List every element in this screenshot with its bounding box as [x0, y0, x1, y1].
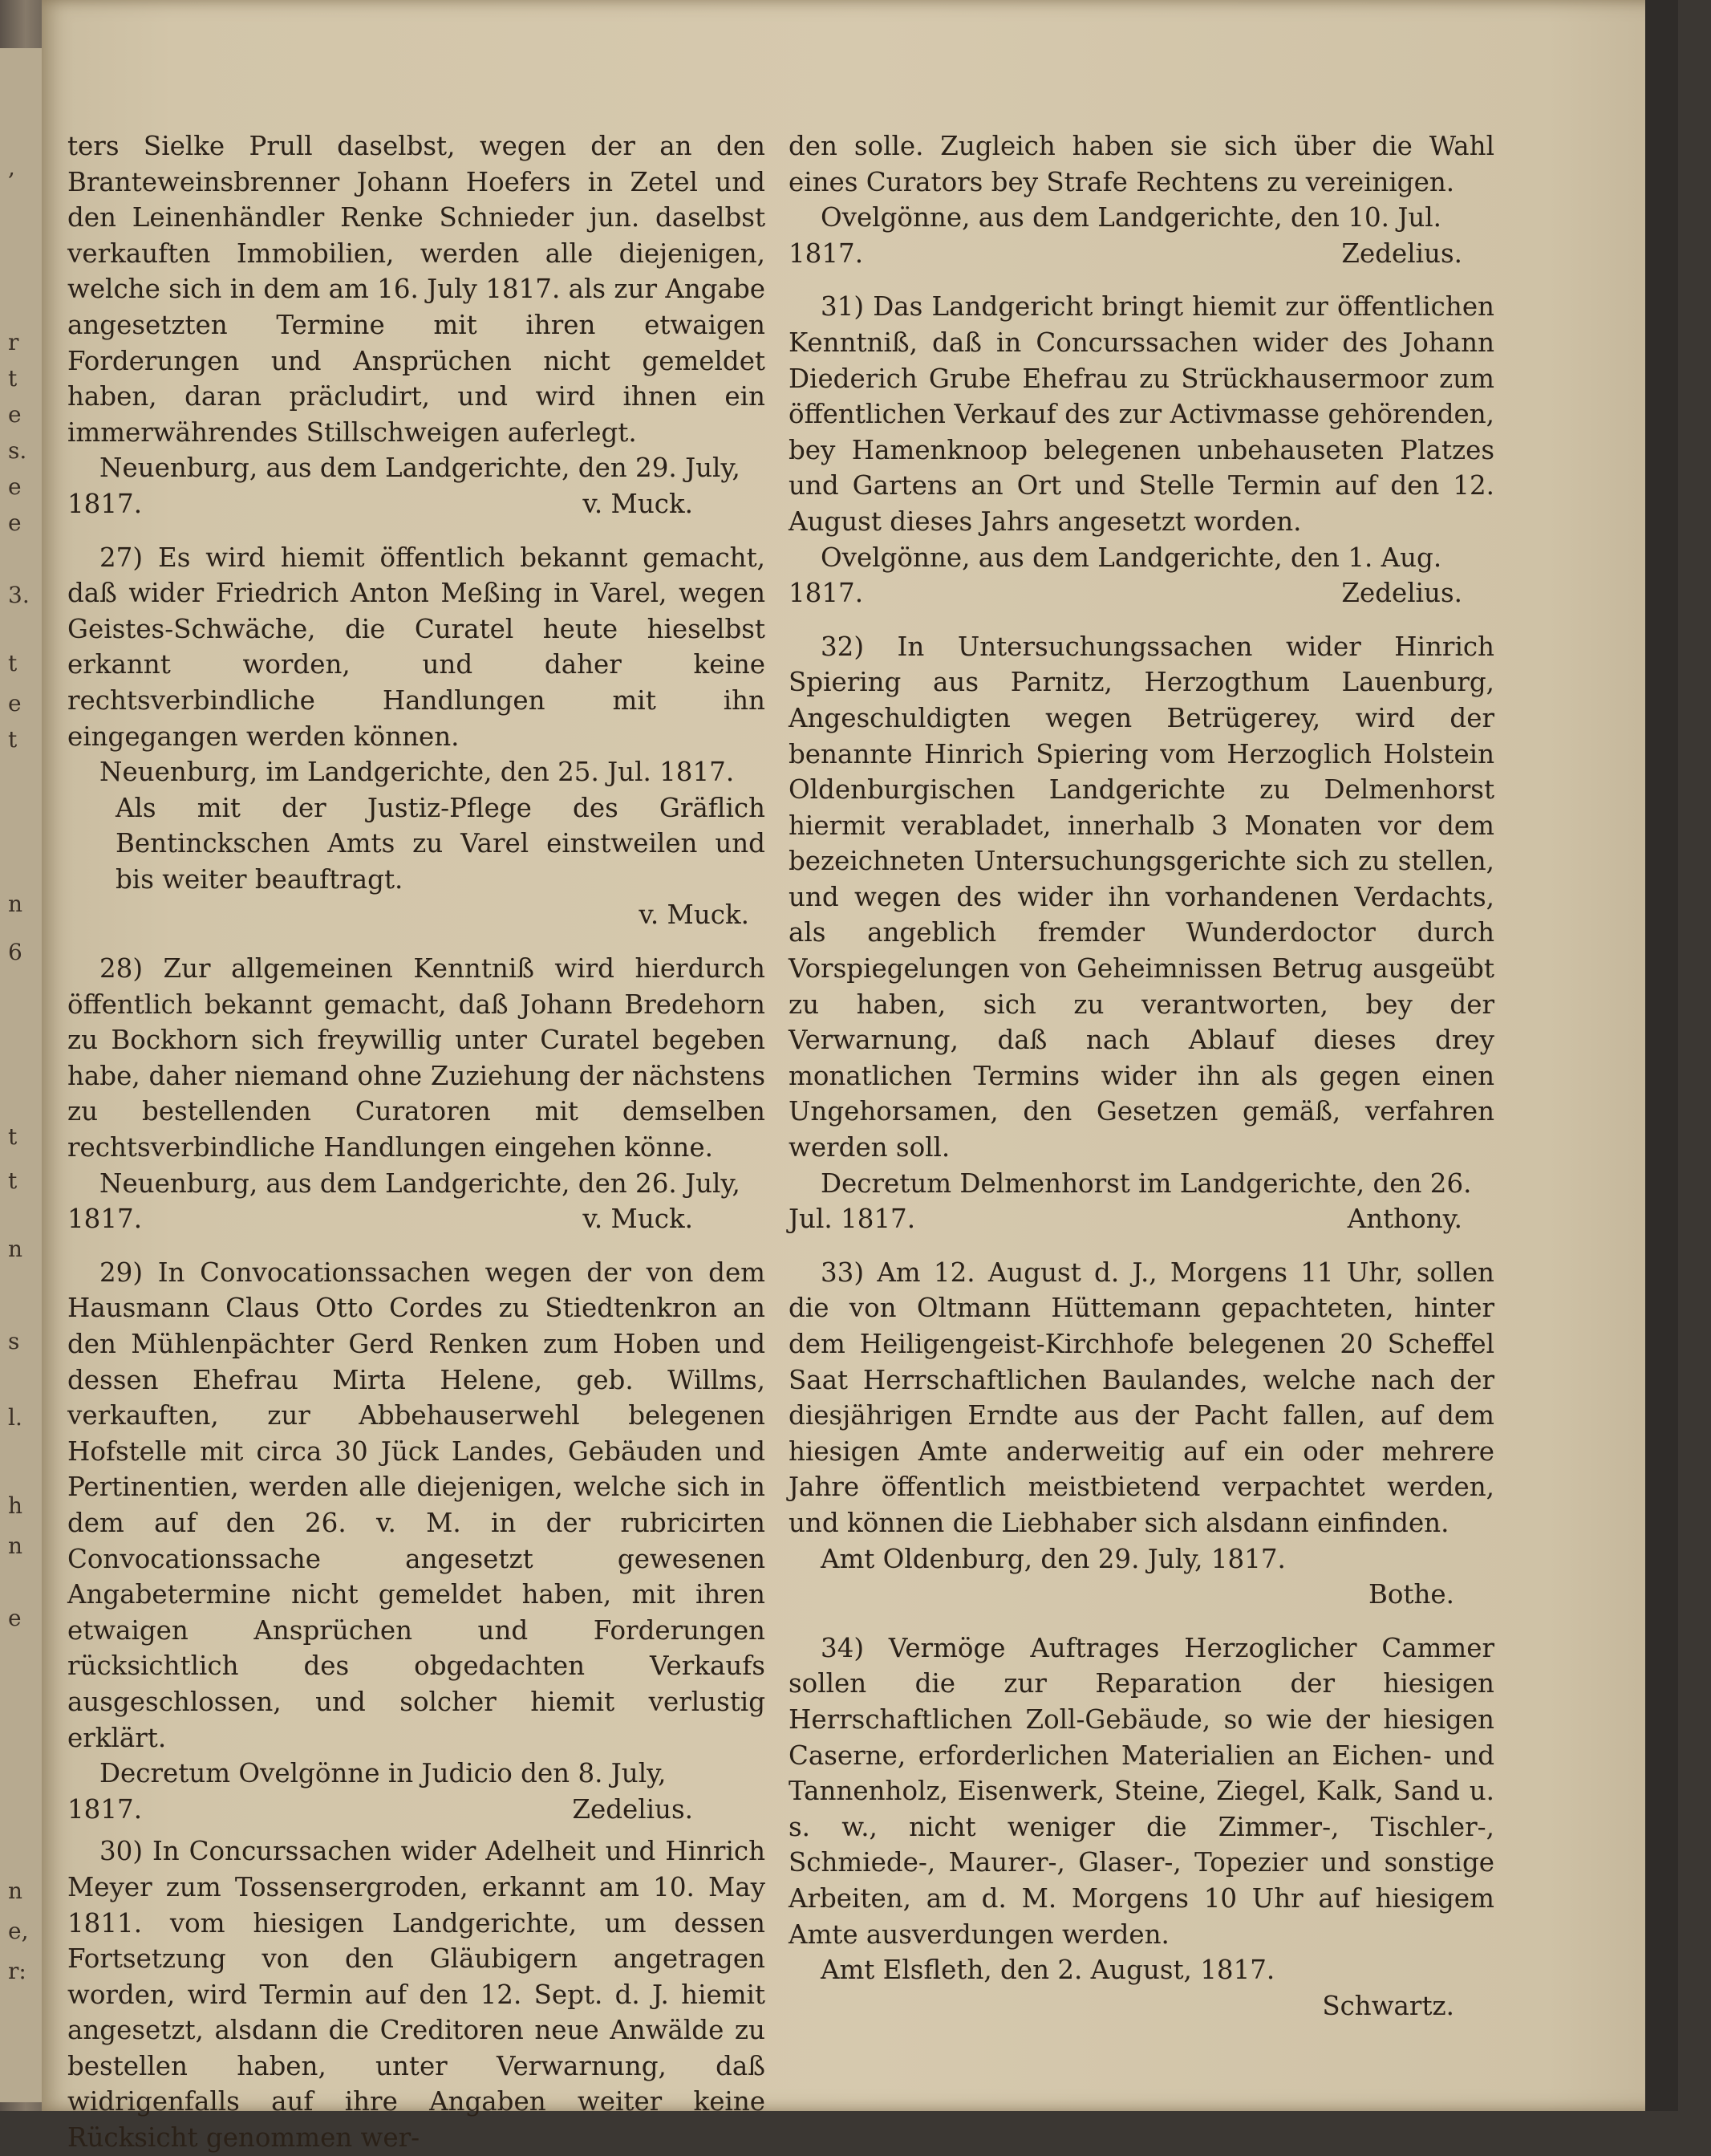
page-edge-shadow [1645, 0, 1678, 2111]
notice-26-signature-line [67, 486, 765, 522]
notice-29: 29) In Convocationssachen wegen der von dem Hausmann Claus Otto Cordes zu Stiedtenkron an den Mühlenpächter Gerd Renken zum Hoben und dessen Ehefrau Mirta Helene, geb. Willms, verkauften, zur Abbehauserwehl belegenen Hofstelle mit circa 30 Jück Landes, Gebäuden und Pertinentien, werden alle diejenigen, welche sich in dem auf den 26. v. M. in der rubricirten Convocationssache angesetzt gewesenen Angabetermine nicht gemeldet haben, mit ihren etwaigen Ansprüchen und Forderungen rücksichtlich des obgedachten Verkaufs ausgeschlossen, und solcher hiemit verlustig erklärt. [67, 1257, 765, 1753]
prev-page-fragment: n [8, 1236, 23, 1262]
notice-32-signature: Anthony. [1347, 1204, 1462, 1235]
notice-30-place: Ovelgönne, aus dem Landgerichte, den 10. Jul. [821, 202, 1442, 233]
prev-page-fragment: n [8, 1533, 23, 1559]
notice-28-signature: v. Muck. [582, 1204, 693, 1235]
notice-33-place: Amt Oldenburg, den 29. July, 1817. [821, 1543, 1286, 1574]
prev-page-fragment: n [8, 1878, 23, 1904]
notice-31-place: Ovelgönne, aus dem Landgerichte, den 1. Aug. [821, 542, 1442, 573]
prev-page-fragment: e [8, 401, 22, 428]
notice-30-year: 1817. [789, 238, 864, 269]
previous-page-edge [0, 48, 42, 2102]
notice-28-place: Neuenburg, aus dem Landgerichte, den 26. July, [99, 1167, 740, 1199]
notice-31-year: 1817. [789, 578, 864, 609]
prev-page-fragment: e [8, 1605, 22, 1631]
notice-30-signature-line [789, 236, 1494, 272]
prev-page-fragment: e [8, 690, 22, 717]
notice-28-signature-line [67, 1201, 765, 1237]
notice-26-year: 1817. [67, 488, 143, 519]
notice-32-year: Jul. 1817. [789, 1204, 916, 1235]
prev-page-fragment: l. [8, 1404, 22, 1431]
notice-33: 33) Am 12. August d. J., Morgens 11 Uhr, sollen die von Oltmann Hüttemann gepachteten, hinter dem Heiligengeist-Kirchhofe belegenen 20 Scheffel Saat Herrschaftlichen Baulandes, welche nach der diesjährigen Erndte aus der Pacht fallen, auf dem hiesigen Amte anderweitig auf ein oder mehrere Jahre öffentlich meistbietend verpachtet werden, und können die Liebhaber sich alsdann einfinden. [789, 1257, 1494, 1538]
notice-29-signature: Zedelius. [572, 1793, 693, 1825]
prev-page-fragment: t [8, 726, 18, 753]
prev-page-fragment: t [8, 1167, 18, 1194]
notice-28-year: 1817. [67, 1204, 143, 1235]
notice-34: 34) Vermöge Auftrages Herzoglicher Cammer sollen die zur Reparation der hiesigen Herrschaftlichen Zoll-Gebäude, so wie der hiesigen Caserne, erforderlichen Materialien an Eichen- und Tannenholz, Eisenwerk, Steine, Ziegel, Kalk, Sand u. s. w., nicht weniger die Zimmer-, Tischler-, Schmiede-, Maurer-, Glaser-, Topezier und sonstige Arbeiten, am d. M. Morgens 10 Uhr auf hiesigem Amte ausverdungen werden. [789, 1632, 1494, 1950]
notice-26-continuation: ters Sielke Prull daselbst, wegen der an den Branteweinsbrenner Johann Hoefers in Zetel und den Leinenhändler Renke Schnieder jun. daselbst verkauften Immobilien, werden alle diejenigen, welche sich in dem am 16. July 1817. als zur Angabe angesetzten Termine mit ihren etwaigen Forderungen und Ansprüchen nicht gemeldet haben, daran präcludirt, und wird ihnen ein immerwährendes Stillschweigen auferlegt. [67, 131, 765, 448]
prev-page-fragment: n [8, 891, 23, 917]
notice-34-signature: Schwartz. [1322, 1990, 1454, 2021]
notice-26-place: Neuenburg, aus dem Landgerichte, den 29. July, [99, 453, 740, 484]
notice-32: 32) In Untersuchungssachen wider Hinrich Spiering aus Parnitz, Herzogthum Lauenburg, Angeschuldigten wegen Betrügerey, wird der benannte Hinrich Spiering vom Herzoglich Holstein Oldenburgischen Landgerichte zu Delmenhorst hiermit verabladet, innerhalb 3 Monaten vor dem bezeichneten Untersuchungsgerichte sich zu stellen, und wegen des wider ihn vorhandenen Verdachts, als angeblich fremder Wunderdoctor durch Vorspiegelungen von Geheimnissen Betrug ausgeübt zu haben, sich zu verantworten, bey der Verwarnung, daß nach Ablauf dieses drey monatlichen Termins wider ihn als gegen einen Ungehorsamen, den Gesetzen gemäß, verfahren werden soll. [789, 631, 1494, 1163]
prev-page-fragment: e, [8, 1918, 29, 1944]
prev-page-fragment: , [8, 154, 15, 181]
right-column [789, 128, 1494, 2024]
newspaper-page [42, 0, 1678, 2154]
notice-27-place: Neuenburg, im Landgerichte, den 25. Jul. 1817. [99, 757, 735, 788]
prev-page-fragment: e [8, 510, 22, 536]
notice-31: 31) Das Landgericht bringt hiemit zur öffentlichen Kenntniß, daß in Concurssachen wider des Johann Diederich Grube Ehefrau zu Strückhausermoor zum öffentlichen Verkauf des zur Activmasse gehörenden, bey Hamenknoop belegenen unbehauseten Platzes und Gartens an Ort und Stelle Termin auf den 12. August dieses Jahrs angesetzt worden. [789, 291, 1494, 537]
prev-page-fragment: r: [8, 1958, 26, 1984]
left-column [67, 128, 765, 2156]
prev-page-fragment: t [8, 365, 18, 392]
notice-32-signature-line [789, 1201, 1494, 1237]
notice-33-signature: Bothe. [1368, 1579, 1454, 1610]
notice-30-continuation: den solle. Zugleich haben sie sich über die Wahl eines Curators bey Strafe Rechtens zu vereinigen. [789, 131, 1494, 197]
notice-27-signature: v. Muck. [639, 899, 749, 931]
notice-32-place: Decretum Delmenhorst im Landgerichte, den 26. [821, 1167, 1472, 1199]
prev-page-fragment: r [8, 329, 19, 355]
prev-page-fragment: s [8, 1328, 20, 1354]
prev-page-fragment: 3. [8, 582, 30, 608]
notice-27-note: Als mit der Justiz-Pflege des Gräflich Bentinckschen Amts zu Varel einstweilen und bis weiter beauftragt. [116, 792, 765, 895]
prev-page-fragment: 6 [8, 939, 22, 965]
notice-30: 30) In Concurssachen wider Adelheit und Hinrich Meyer zum Tossensergroden, erkannt am 10. May 1811. vom hiesigen Landgerichte, um dessen Fortsetzung von den Gläubigern angetragen worden, wird Termin auf den 12. Sept. d. J. hiemit angesetzt, alsdann die Creditoren neue Anwälde zu bestellen haben, unter Verwarnung, daß widrigenfalls auf ihre Angaben weiter keine Rücksicht genommen wer- [67, 1836, 765, 2154]
notice-31-signature: Zedelius. [1341, 578, 1462, 609]
prev-page-fragment: e [8, 473, 22, 500]
notice-30-signature: Zedelius. [1341, 238, 1462, 269]
notice-34-place: Amt Elsfleth, den 2. August, 1817. [821, 1955, 1275, 1986]
prev-page-fragment: t [8, 1123, 18, 1150]
notice-29-place: Decretum Ovelgönne in Judicio den 8. July, [99, 1758, 667, 1789]
notice-31-signature-line [789, 575, 1494, 611]
prev-page-fragment: h [8, 1492, 23, 1519]
notice-29-signature-line [67, 1792, 765, 1828]
notice-29-year: 1817. [67, 1793, 143, 1825]
notice-26-signature: v. Muck. [582, 488, 693, 519]
prev-page-fragment: s. [8, 437, 27, 464]
notice-27: 27) Es wird hiemit öffentlich bekannt gemacht, daß wider Friedrich Anton Meßing in Varel, wegen Geistes-Schwäche, die Curatel heute hieselbst erkannt worden, und daher keine rechtsverbindliche Handlungen mit ihn eingegangen werden können. [67, 542, 765, 752]
notice-28: 28) Zur allgemeinen Kenntniß wird hierdurch öffentlich bekannt gemacht, daß Johann Bredehorn zu Bockhorn sich freywillig unter Curatel begeben habe, daher niemand ohne Zuziehung der nächstens zu bestellenden Curatoren mit demselben rechtsverbindliche Handlungen eingehen könne. [67, 953, 765, 1163]
prev-page-fragment: t [8, 650, 18, 676]
